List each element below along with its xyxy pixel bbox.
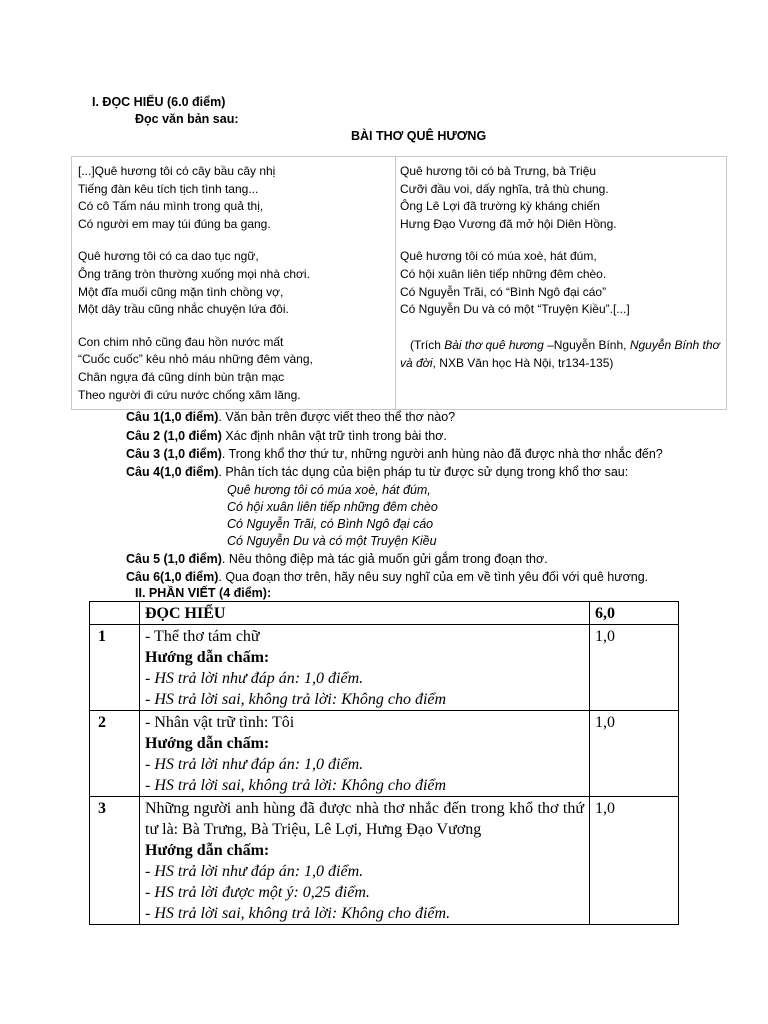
poem-line: Ông trăng tròn thường xuống mọi nhà chơi.: [78, 266, 310, 281]
row-number: 3: [90, 797, 140, 925]
question-label: Câu 6(1,0 điểm): [126, 570, 219, 584]
citation-work: Bài thơ quê hương: [444, 338, 544, 352]
poem-line: Một đĩa muối cũng mặn tình chồng vợ,: [78, 284, 284, 299]
row-number: 1: [90, 625, 140, 711]
citation-book: Nguyễn Bính thơ và đời: [400, 338, 720, 370]
table-row: [90, 711, 679, 797]
question-3: [126, 447, 663, 461]
row-content: [140, 711, 590, 797]
question-4: [126, 465, 628, 479]
row-points: 1,0: [590, 625, 679, 711]
poem-line: Theo người đi cứu nước chống xâm lăng.: [78, 387, 301, 402]
citation-prefix: (Trích: [410, 338, 445, 352]
row-number: 2: [90, 711, 140, 797]
row-answer: Những người anh hùng đã được nhà thơ nhắc đến trong khổ thơ thứ tư là: Bà Trưng, Bà Triệu, Lê Lợi, Hưng Đạo Vương: [145, 800, 584, 838]
row-guide-title: Hướng dẫn chấm:: [145, 842, 270, 859]
row-guide-item: - HS trả lời như đáp án: 1,0 điểm.: [145, 756, 364, 773]
question-text: . Văn bản trên được viết theo thể thơ nào?: [218, 410, 456, 424]
poem-citation: [400, 337, 722, 372]
row-content: [140, 625, 590, 711]
quoted-verse-line: Có hội xuân liên tiếp những đêm chèo: [227, 500, 438, 514]
row-guide-item: - HS trả lời như đáp án: 1,0 điểm.: [145, 670, 364, 687]
row-answer: - Thể thơ tám chữ: [145, 628, 260, 645]
poem-line: Tiếng đàn kêu tích tịch tình tang...: [78, 181, 259, 196]
poem-line: “Cuốc cuốc” kêu nhỏ máu những đêm vàng,: [78, 352, 313, 367]
poem-line: Chân ngựa đá cũng dính bùn trận mạc: [78, 369, 285, 384]
row-content: [140, 797, 590, 925]
citation-publisher: , NXB Văn học Hà Nội, tr134-135): [432, 355, 614, 370]
table-header-row: [90, 602, 679, 625]
row-answer: - Nhân vật trữ tình: Tôi: [145, 714, 295, 731]
row-guide-item: - HS trả lời sai, không trả lời: Không cho điểm.: [145, 905, 451, 922]
section2-heading: II. PHẦN VIẾT (4 điểm):: [135, 586, 272, 600]
poem-line: [...]Quê hương tôi có cây bầu cây nhị: [78, 164, 276, 178]
poem-line: Quê hương tôi có bà Trưng, bà Triệu: [400, 164, 597, 178]
poem-line: Hưng Đạo Vương đã mở hội Diên Hồng.: [400, 216, 617, 231]
poem-line: Có cô Tấm náu mình trong quả thị,: [78, 199, 264, 214]
row-guide-item: - HS trả lời được một ý: 0,25 điểm.: [145, 884, 370, 901]
citation-author: –Nguyễn Bính,: [543, 338, 630, 352]
poem-line: Có người em may túi đúng ba gang.: [78, 216, 271, 231]
row-guide-item: - HS trả lời sai, không trả lời: Không cho điểm: [145, 777, 447, 794]
question-label: Câu 4(1,0 điểm): [126, 465, 219, 479]
table-header-empty: [90, 602, 140, 625]
question-label: Câu 1(1,0 điểm): [126, 410, 219, 424]
question-text: . Qua đoạn thơ trên, hãy nêu suy nghĩ của em về tình yêu đối với quê hương.: [218, 570, 649, 584]
question-1: [126, 410, 455, 424]
poem-line: Có Nguyễn Trãi, có “Bình Ngô đại cáo”: [400, 284, 607, 299]
row-guide-title: Hướng dẫn chấm:: [145, 735, 270, 752]
row-points: 1,0: [590, 711, 679, 797]
poem-box: [71, 156, 727, 410]
poem-line: Một dây trầu cũng nhắc chuyện lứa đôi.: [78, 302, 289, 317]
question-5: [126, 552, 548, 566]
question-6: [126, 570, 648, 584]
poem-title: BÀI THƠ QUÊ HƯƠNG: [351, 129, 487, 143]
poem-line: Có hội xuân liên tiếp những đêm chèo.: [400, 266, 607, 281]
poem-line: Cưỡi đầu voi, dấy nghĩa, trả thù chung.: [400, 181, 609, 196]
row-guide-item: - HS trả lời sai, không trả lời: Không cho điểm: [145, 691, 447, 708]
question-text: . Phân tích tác dụng của biện pháp tu từ được sử dụng trong khổ thơ sau:: [218, 465, 629, 479]
table-row: [90, 625, 679, 711]
poem-left-column: [78, 163, 313, 404]
row-guide-item: - HS trả lời như đáp án: 1,0 điểm.: [145, 863, 364, 880]
read-instruction: Đọc văn bản sau:: [135, 112, 239, 126]
table-header-title: ĐỌC HIỂU: [140, 602, 590, 625]
section1-heading: I. ĐỌC HIỂU (6.0 điểm): [92, 95, 226, 109]
poem-line: Ông Lê Lợi đã trường kỳ kháng chiến: [400, 199, 600, 214]
answer-table: [89, 601, 679, 925]
poem-line: Quê hương tôi có ca dao tục ngữ,: [78, 249, 259, 264]
question-text: . Nêu thông điệp mà tác giả muốn gửi gắm trong đoạn thơ.: [221, 552, 548, 566]
question-2: [126, 429, 447, 443]
question-label: Câu 3 (1,0 điểm): [126, 447, 222, 461]
poem-right-column: [400, 163, 630, 319]
question-text: Xác định nhân vật trữ tình trong bài thơ.: [221, 429, 447, 443]
table-header-points: 6,0: [590, 602, 679, 625]
poem-box-divider: [395, 157, 396, 409]
table-row: [90, 797, 679, 925]
question-label: Câu 2 (1,0 điểm): [126, 429, 222, 443]
row-points: 1,0: [590, 797, 679, 925]
row-guide-title: Hướng dẫn chấm:: [145, 649, 270, 666]
quoted-verse-line: Có Nguyễn Trãi, có Bình Ngô đại cáo: [227, 517, 434, 531]
poem-line: Có Nguyễn Du và có một “Truyện Kiều”.[...]: [400, 302, 630, 317]
poem-line: Quê hương tôi có múa xoè, hát đúm,: [400, 249, 597, 264]
quoted-verse-line: Quê hương tôi có múa xoè, hát đúm,: [227, 483, 431, 497]
question-label: Câu 5 (1,0 điểm): [126, 552, 222, 566]
poem-line: Con chim nhỏ cũng đau hồn nước mất: [78, 334, 284, 349]
question-text: . Trong khổ thơ thứ tư, những người anh hùng nào đã được nhà thơ nhắc đến?: [221, 447, 663, 461]
quoted-verse-line: Có Nguyễn Du và có một Truyện Kiều: [227, 534, 437, 548]
